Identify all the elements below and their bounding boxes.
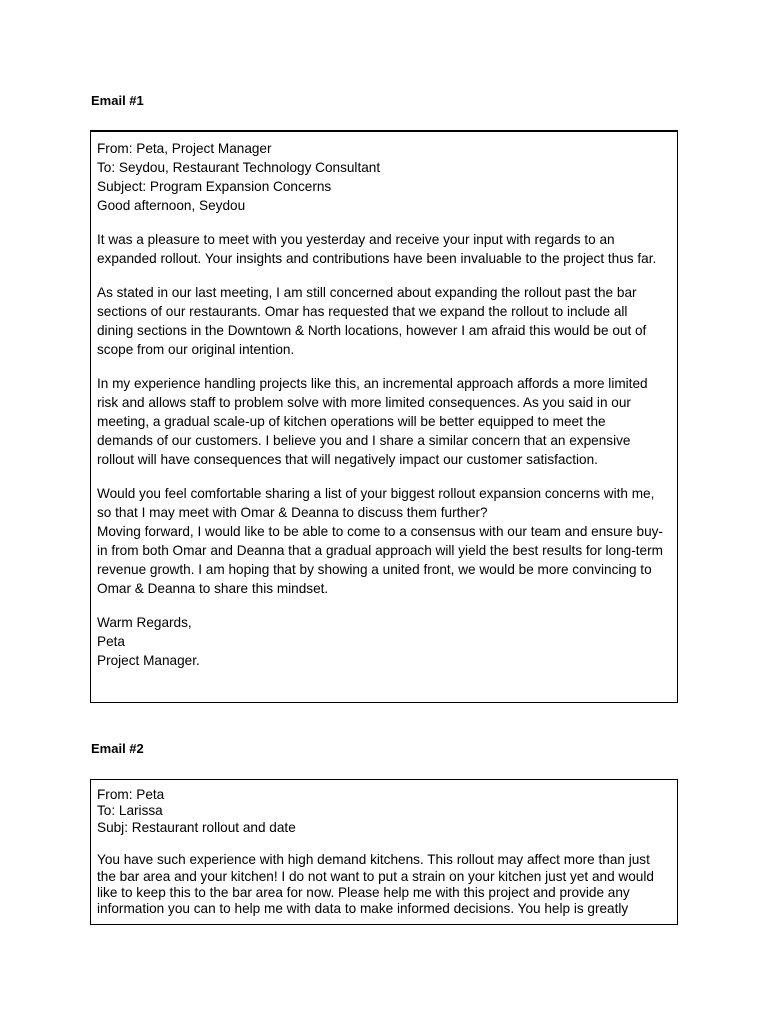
email-2-header bbox=[97, 787, 671, 836]
email-1-paragraph-4 bbox=[97, 484, 671, 598]
text-line: Peta bbox=[97, 634, 125, 649]
email-2-from: From: Peta bbox=[97, 787, 165, 802]
email-1-from: From: Peta, Project Manager bbox=[97, 141, 272, 156]
text-line: in from both Omar and Deanna that a gradual approach will yield the best results for long-term bbox=[97, 543, 663, 558]
text-line: so that I may meet with Omar & Deanna to discuss them further? bbox=[97, 505, 488, 520]
text-line: like to keep this to the bar area for now. Please help me with this project and provide any bbox=[97, 885, 630, 901]
text-line: sections of our restaurants. Omar has requested that we expand the rollout to include all bbox=[97, 304, 628, 319]
email-1-header bbox=[97, 139, 671, 215]
email-1-paragraph-1 bbox=[97, 230, 671, 268]
text-line: the bar area and your kitchen! I do not want to put a strain on your kitchen just yet and would bbox=[97, 868, 654, 884]
email-2-heading: Email #2 bbox=[91, 741, 144, 756]
email-2-to: To: Larissa bbox=[97, 803, 163, 819]
text-line: risk and allows staff to problem solve with more limited consequences. As you said in our bbox=[97, 395, 631, 410]
text-line: rollout will have consequences that will negatively impact our customer satisfaction. bbox=[97, 452, 598, 467]
text-line: Would you feel comfortable sharing a list of your biggest rollout expansion concerns with me, bbox=[97, 486, 655, 501]
text-line: Project Manager. bbox=[97, 653, 200, 668]
text-line: It was a pleasure to meet with you yesterday and receive your input with regards to an bbox=[97, 232, 615, 247]
email-1-signoff bbox=[97, 613, 671, 670]
text-line: scope from our original intention. bbox=[97, 342, 295, 357]
email-2-box bbox=[90, 779, 678, 925]
email-1-subject: Subject: Program Expansion Concerns bbox=[97, 179, 332, 194]
email-1-greeting: Good afternoon, Seydou bbox=[97, 198, 246, 213]
text-line: information you can to help me with data to make informed decisions. You help is greatly bbox=[97, 901, 629, 917]
text-line: Moving forward, I would like to be able to come to a consensus with our team and ensure buy- bbox=[97, 524, 663, 539]
email-1-box bbox=[90, 130, 678, 703]
text-line: dining sections in the Downtown & North locations, however I am afraid this would be out of bbox=[97, 323, 647, 338]
email-1-to: To: Seydou, Restaurant Technology Consultant bbox=[97, 160, 381, 175]
email-2-body bbox=[97, 852, 671, 918]
email-2-subject: Subj: Restaurant rollout and date bbox=[97, 819, 296, 835]
email-1-paragraph-2 bbox=[97, 283, 671, 359]
text-line: expanded rollout. Your insights and contributions have been invaluable to the project thus far. bbox=[97, 251, 657, 266]
text-line: You have such experience with high demand kitchens. This rollout may affect more than just bbox=[97, 852, 650, 868]
text-line: In my experience handling projects like this, an incremental approach affords a more limited bbox=[97, 376, 648, 391]
text-line: As stated in our last meeting, I am still concerned about expanding the rollout past the bar bbox=[97, 285, 637, 300]
text-line: revenue growth. I am hoping that by showing a united front, we would be more convincing to bbox=[97, 562, 652, 577]
text-line: meeting, a gradual scale-up of kitchen operations will be better equipped to meet the bbox=[97, 414, 606, 429]
text-line: demands of our customers. I believe you and I share a similar concern that an expensive bbox=[97, 433, 631, 448]
text-line: Warm Regards, bbox=[97, 615, 192, 630]
email-1-heading: Email #1 bbox=[91, 93, 144, 108]
text-line: Omar & Deanna to share this mindset. bbox=[97, 581, 329, 596]
email-1-paragraph-3 bbox=[97, 374, 671, 469]
